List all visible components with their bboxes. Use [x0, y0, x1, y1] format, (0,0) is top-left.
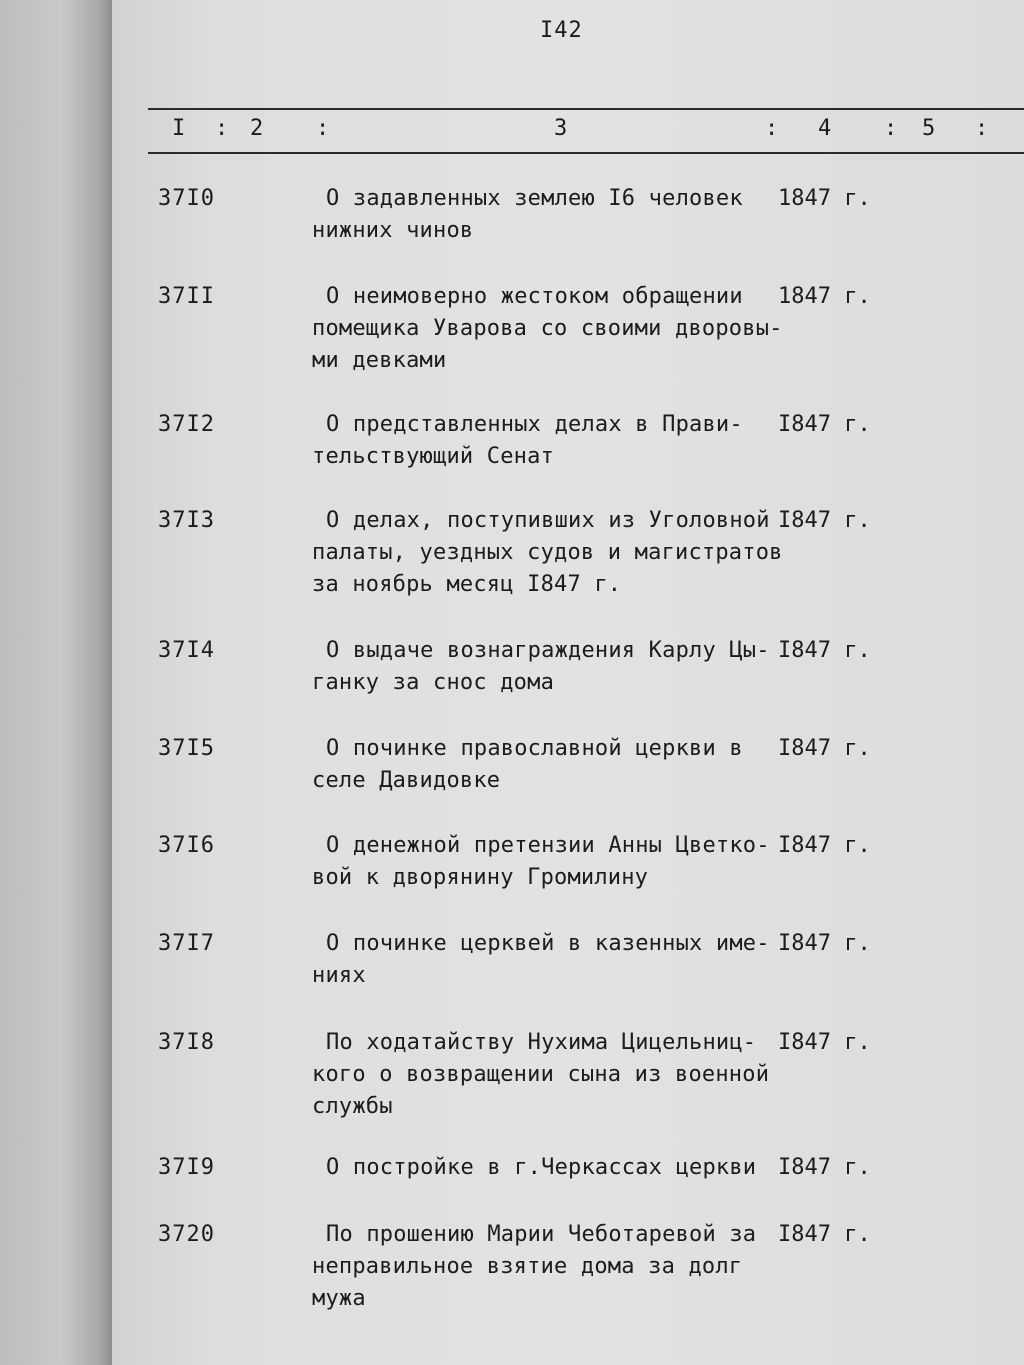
entry-title-line: нижних чинов	[312, 218, 474, 243]
entry-year: I847 г.	[778, 508, 871, 533]
entry-title-line: мужа	[312, 1286, 366, 1311]
column-separator: :	[975, 116, 989, 141]
entry-number: 37II	[158, 284, 215, 309]
entry-title-line: О денежной претензии Анны Цветко-	[326, 833, 770, 858]
entry-title-line: ганку за снос дома	[312, 670, 555, 695]
entry-year: I847 г.	[778, 736, 871, 761]
entry-title-line: помещика Уварова со своими дворовы-	[312, 316, 783, 341]
entry-year: I847 г.	[778, 1030, 871, 1055]
entry-title-line: О починке церквей в казенных име-	[326, 931, 770, 956]
entry-title-line: тельствующий Сенат	[312, 444, 555, 469]
entry-title-line: неправильное взятие дома за долг	[312, 1254, 743, 1279]
entry-title-line: По ходатайству Нухима Цицельниц-	[326, 1030, 757, 1055]
entry-year: I847 г.	[778, 638, 871, 663]
entry-title-line: ниях	[312, 963, 366, 988]
entry-year: 1847 г.	[778, 284, 871, 309]
entry-number: 37I7	[158, 931, 215, 956]
entry-number: 37I5	[158, 736, 215, 761]
table-rule-top	[148, 108, 1024, 110]
entry-title-line: О починке православной церкви в	[326, 736, 743, 761]
entry-title-line: О выдаче вознаграждения Карлу Цы-	[326, 638, 770, 663]
page-number: I42	[540, 18, 583, 43]
column-header: 4	[818, 116, 832, 141]
entry-title-line: О неимоверно жестоком обращении	[326, 284, 743, 309]
entry-title-line: О постройке в г.Черкассах церкви	[326, 1155, 757, 1180]
entry-year: I847 г.	[778, 1155, 871, 1180]
entry-number: 37I4	[158, 638, 215, 663]
entry-year: I847 г.	[778, 412, 871, 437]
entry-title-line: селе Давидовке	[312, 768, 501, 793]
entry-title-line: вой к дворянину Громилину	[312, 865, 649, 890]
column-header: 5	[922, 116, 936, 141]
entry-number: 37I2	[158, 412, 215, 437]
entry-title-line: О делах, поступивших из Уголовной	[326, 508, 770, 533]
entry-number: 3720	[158, 1222, 215, 1247]
entry-year: 1847 г.	[778, 186, 871, 211]
entry-year: I847 г.	[778, 1222, 871, 1247]
entry-title-line: за ноябрь месяц I847 г.	[312, 572, 622, 597]
entry-title-line: О задавленных землею I6 человек	[326, 186, 743, 211]
entry-year: I847 г.	[778, 931, 871, 956]
entry-number: 37I9	[158, 1155, 215, 1180]
entry-title-line: службы	[312, 1094, 393, 1119]
column-separator: :	[215, 116, 229, 141]
entry-number: 37I6	[158, 833, 215, 858]
entry-title-line: палаты, уездных судов и магистратов	[312, 540, 783, 565]
column-header: 3	[554, 116, 568, 141]
entry-year: I847 г.	[778, 833, 871, 858]
column-header: 2	[250, 116, 264, 141]
entry-number: 37I3	[158, 508, 215, 533]
entry-number: 37I0	[158, 186, 215, 211]
entry-title-line: По прошению Марии Чеботаревой за	[326, 1222, 757, 1247]
entry-title-line: кого о возвращении сына из военной	[312, 1062, 770, 1087]
entry-title-line: ми девками	[312, 348, 447, 373]
entry-number: 37I8	[158, 1030, 215, 1055]
table-rule-bottom	[148, 152, 1024, 154]
entry-title-line: О представленных делах в Прави-	[326, 412, 743, 437]
column-separator: :	[884, 116, 898, 141]
column-separator: :	[316, 116, 330, 141]
column-header: I	[172, 116, 186, 141]
binding-shadow	[0, 0, 112, 1365]
column-separator: :	[765, 116, 779, 141]
